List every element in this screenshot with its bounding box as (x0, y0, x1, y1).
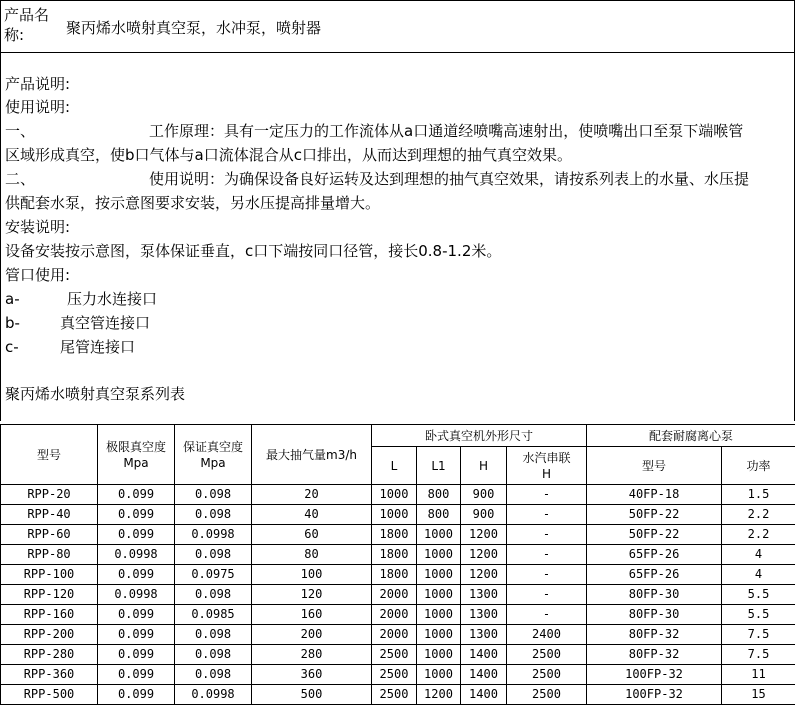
cell-guarantee-vacuum: 0.098 (175, 585, 252, 605)
cell-pump-model: 65FP-26 (587, 545, 722, 565)
spec-table-body (1, 485, 795, 705)
cell-guarantee-vacuum: 0.098 (175, 665, 252, 685)
cell-pump-model: 50FP-22 (587, 505, 722, 525)
cell-steam-series: 2500 (507, 645, 587, 665)
cell-L: 1000 (372, 505, 417, 525)
cell-max-pumping: 60 (252, 525, 372, 545)
cell-H: 1200 (461, 525, 507, 545)
cell-H: 1200 (461, 565, 507, 585)
spec-table (0, 424, 795, 705)
cell-power: 7.5 (722, 645, 795, 665)
cell-L1: 1000 (417, 525, 461, 545)
cell-L: 2500 (372, 645, 417, 665)
cell-model: RPP-360 (1, 665, 98, 685)
description-title: 产品说明: (5, 75, 71, 93)
cell-H: 1300 (461, 605, 507, 625)
cell-steam-series: 2400 (507, 625, 587, 645)
product-description-box (0, 52, 795, 421)
paragraph-1-text-1: 工作原理：具有一定压力的工作流体从a口通道经喷嘴高速射出，使喷嘴出口至泵下端喉管 (149, 122, 744, 140)
cell-steam-series: 2500 (507, 685, 587, 705)
product-name-label: 产品名称: (4, 6, 50, 44)
cell-guarantee-vacuum: 0.0975 (175, 565, 252, 585)
cell-L1: 1000 (417, 645, 461, 665)
cell-power: 5.5 (722, 605, 795, 625)
cell-L1: 1000 (417, 625, 461, 645)
cell-max-pumping: 120 (252, 585, 372, 605)
cell-guarantee-vacuum: 0.098 (175, 485, 252, 505)
port-a-key: a- (5, 290, 20, 308)
cell-L1: 1000 (417, 605, 461, 625)
table-row (1, 565, 795, 585)
table-row (1, 685, 795, 705)
cell-ultimate-vacuum: 0.099 (98, 525, 175, 545)
cell-guarantee-vacuum: 0.098 (175, 645, 252, 665)
table-row (1, 545, 795, 565)
table-row (1, 485, 795, 505)
port-c-key: c- (5, 338, 19, 356)
paragraph-1-number: 一、 (5, 122, 36, 140)
header-pump-model: 型号 (587, 447, 722, 485)
cell-L: 1800 (372, 545, 417, 565)
paragraph-1-line-2: 区域形成真空，使b口气体与a口流体混合从c口排出，从而达到理想的抽气真空效果。 (5, 146, 572, 164)
cell-pump-model: 40FP-18 (587, 485, 722, 505)
cell-steam-series: - (507, 585, 587, 605)
port-title: 管口使用: (5, 266, 71, 284)
cell-power: 2.2 (722, 505, 795, 525)
header-model: 型号 (1, 425, 98, 485)
cell-power: 7.5 (722, 625, 795, 645)
paragraph-2-line-2: 供配套水泵，按示意图要求安装，另水压提高排量增大。 (5, 194, 381, 212)
table-row (1, 585, 795, 605)
cell-L1: 800 (417, 485, 461, 505)
cell-pump-model: 80FP-30 (587, 585, 722, 605)
cell-L: 1800 (372, 525, 417, 545)
cell-max-pumping: 500 (252, 685, 372, 705)
cell-H: 1300 (461, 625, 507, 645)
cell-L1: 1000 (417, 545, 461, 565)
table-row (1, 605, 795, 625)
cell-H: 1400 (461, 685, 507, 705)
cell-model: RPP-500 (1, 685, 98, 705)
cell-H: 1300 (461, 585, 507, 605)
cell-steam-series: - (507, 525, 587, 545)
cell-max-pumping: 280 (252, 645, 372, 665)
cell-power: 4 (722, 565, 795, 585)
cell-guarantee-vacuum: 0.098 (175, 505, 252, 525)
cell-model: RPP-80 (1, 545, 98, 565)
cell-L: 2500 (372, 685, 417, 705)
cell-pump-model: 100FP-32 (587, 685, 722, 705)
cell-steam-series: - (507, 565, 587, 585)
cell-H: 1200 (461, 545, 507, 565)
port-a (5, 287, 157, 311)
cell-pump-model: 50FP-22 (587, 525, 722, 545)
cell-guarantee-vacuum: 0.0985 (175, 605, 252, 625)
cell-L: 2000 (372, 605, 417, 625)
usage-title: 使用说明: (5, 98, 71, 116)
cell-max-pumping: 20 (252, 485, 372, 505)
header-power: 功率 (722, 447, 795, 485)
header-H: H (461, 447, 507, 485)
cell-model: RPP-60 (1, 525, 98, 545)
cell-ultimate-vacuum: 0.099 (98, 565, 175, 585)
port-a-text: 压力水连接口 (67, 290, 158, 308)
cell-steam-series: 2500 (507, 665, 587, 685)
cell-max-pumping: 360 (252, 665, 372, 685)
cell-L: 2000 (372, 585, 417, 605)
product-name-box (0, 0, 795, 53)
cell-model: RPP-280 (1, 645, 98, 665)
cell-L1: 1000 (417, 585, 461, 605)
table-row (1, 505, 795, 525)
table-row (1, 665, 795, 685)
cell-max-pumping: 160 (252, 605, 372, 625)
paragraph-2-text-1: 使用说明：为确保设备良好运转及达到理想的抽气真空效果，请按系列表上的水量、水压提 (149, 170, 750, 188)
cell-model: RPP-160 (1, 605, 98, 625)
cell-L1: 1000 (417, 565, 461, 585)
table-row (1, 525, 795, 545)
cell-L1: 1000 (417, 665, 461, 685)
header-steam-series: 水汽串联H (507, 447, 587, 485)
cell-steam-series: - (507, 505, 587, 525)
cell-H: 900 (461, 485, 507, 505)
header-max-pumping: 最大抽气量m3/h (252, 425, 372, 485)
header-dimensions-group: 卧式真空机外形尺寸 (372, 425, 587, 447)
cell-steam-series: - (507, 605, 587, 625)
cell-guarantee-vacuum: 0.0998 (175, 525, 252, 545)
cell-ultimate-vacuum: 0.0998 (98, 585, 175, 605)
cell-H: 1400 (461, 645, 507, 665)
header-pump-group: 配套耐腐离心泵 (587, 425, 795, 447)
table-row (1, 625, 795, 645)
cell-power: 11 (722, 665, 795, 685)
cell-L: 1800 (372, 565, 417, 585)
cell-L: 2500 (372, 665, 417, 685)
cell-max-pumping: 200 (252, 625, 372, 645)
port-b (5, 311, 150, 335)
cell-steam-series: - (507, 545, 587, 565)
cell-L1: 800 (417, 505, 461, 525)
paragraph-1-line-1 (5, 119, 743, 143)
cell-model: RPP-120 (1, 585, 98, 605)
install-title: 安装说明: (5, 218, 71, 236)
cell-L1: 1200 (417, 685, 461, 705)
header-L: L (372, 447, 417, 485)
cell-pump-model: 65FP-26 (587, 565, 722, 585)
series-title: 聚丙烯水喷射真空泵系列表 (5, 385, 186, 403)
cell-guarantee-vacuum: 0.098 (175, 625, 252, 645)
port-b-text: 真空管连接口 (60, 314, 151, 332)
cell-ultimate-vacuum: 0.099 (98, 685, 175, 705)
cell-H: 1400 (461, 665, 507, 685)
port-c (5, 335, 135, 359)
header-guarantee-vacuum: 保证真空度Mpa (175, 425, 252, 485)
cell-ultimate-vacuum: 0.099 (98, 625, 175, 645)
cell-max-pumping: 40 (252, 505, 372, 525)
cell-L: 1000 (372, 485, 417, 505)
cell-pump-model: 100FP-32 (587, 665, 722, 685)
cell-H: 900 (461, 505, 507, 525)
cell-model: RPP-20 (1, 485, 98, 505)
cell-power: 4 (722, 545, 795, 565)
cell-pump-model: 80FP-32 (587, 645, 722, 665)
cell-power: 1.5 (722, 485, 795, 505)
cell-steam-series: - (507, 485, 587, 505)
header-L1: L1 (417, 447, 461, 485)
cell-guarantee-vacuum: 0.0998 (175, 685, 252, 705)
product-name-value: 聚丙烯水喷射真空泵，水冲泵，喷射器 (66, 19, 322, 37)
paragraph-2-line-1 (5, 167, 749, 191)
cell-ultimate-vacuum: 0.099 (98, 665, 175, 685)
cell-ultimate-vacuum: 0.099 (98, 645, 175, 665)
cell-power: 5.5 (722, 585, 795, 605)
cell-power: 15 (722, 685, 795, 705)
cell-max-pumping: 80 (252, 545, 372, 565)
cell-model: RPP-40 (1, 505, 98, 525)
header-ultimate-vacuum: 极限真空度Mpa (98, 425, 175, 485)
cell-power: 2.2 (722, 525, 795, 545)
cell-ultimate-vacuum: 0.0998 (98, 545, 175, 565)
cell-model: RPP-200 (1, 625, 98, 645)
cell-ultimate-vacuum: 0.099 (98, 505, 175, 525)
table-row (1, 645, 795, 665)
cell-model: RPP-100 (1, 565, 98, 585)
cell-ultimate-vacuum: 0.099 (98, 605, 175, 625)
port-b-key: b- (5, 314, 20, 332)
cell-guarantee-vacuum: 0.098 (175, 545, 252, 565)
cell-max-pumping: 100 (252, 565, 372, 585)
paragraph-2-number: 二、 (5, 170, 36, 188)
install-text: 设备安装按示意图，泵体保证垂直，c口下端按同口径管，接长0.8-1.2米。 (5, 242, 502, 260)
cell-pump-model: 80FP-30 (587, 605, 722, 625)
cell-L: 2000 (372, 625, 417, 645)
port-c-text: 尾管连接口 (60, 338, 136, 356)
cell-ultimate-vacuum: 0.099 (98, 485, 175, 505)
cell-pump-model: 80FP-32 (587, 625, 722, 645)
